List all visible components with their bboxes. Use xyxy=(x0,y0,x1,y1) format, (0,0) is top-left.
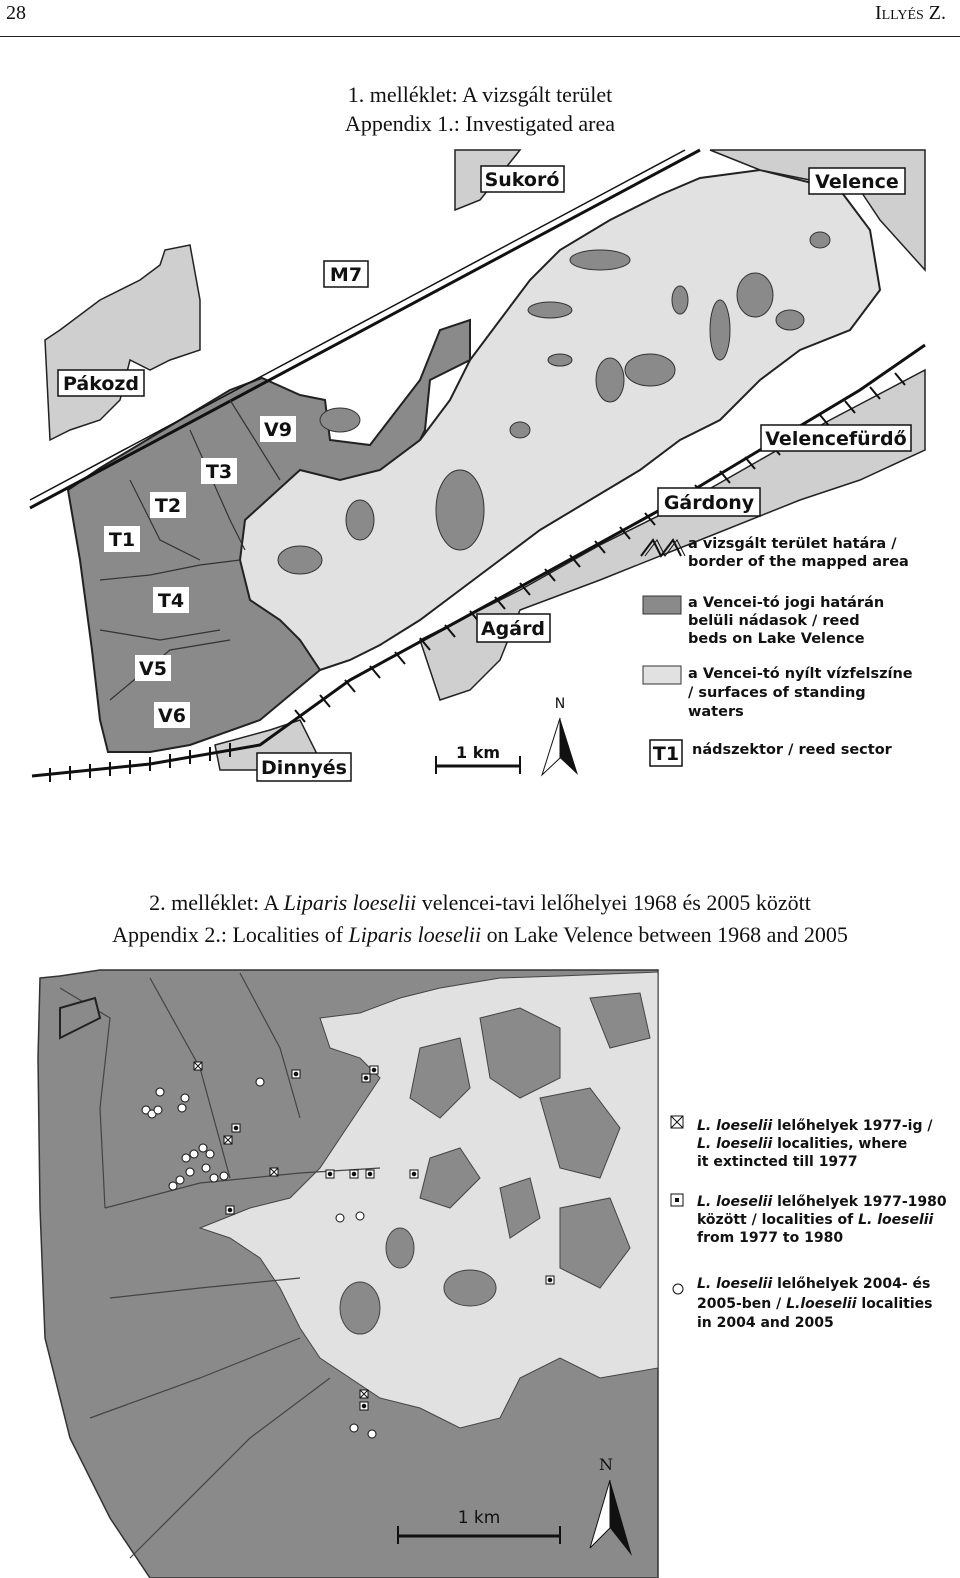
legend-extinct-icon xyxy=(671,1116,683,1128)
svg-text:border of the mapped area: border of the mapped area xyxy=(688,554,909,570)
running-head: Illyés Z. xyxy=(874,2,946,24)
map1-scale-label: 1 km xyxy=(455,743,501,762)
svg-text:N: N xyxy=(599,1455,613,1474)
sector-v5: V5 xyxy=(139,658,167,680)
svg-text:beds on Lake Velence: beds on Lake Velence xyxy=(688,631,865,647)
label-pakozd: Pákozd xyxy=(62,373,140,395)
label-gardony: Gárdony xyxy=(663,492,755,514)
label-velence: Velence xyxy=(815,171,899,193)
sector-t2: T2 xyxy=(154,495,182,517)
label-agard: Agárd xyxy=(480,618,546,640)
svg-text:nádszektor / reed sector: nádszektor / reed sector xyxy=(692,742,892,758)
svg-text:a Vencei-tó jogi határán: a Vencei-tó jogi határán xyxy=(688,595,885,611)
label-m7: M7 xyxy=(329,264,363,286)
svg-text:a vizsgált terület határa /: a vizsgált terület határa / xyxy=(688,536,897,552)
legend-water-swatch xyxy=(643,666,681,684)
svg-text:in 2004 and 2005: in 2004 and 2005 xyxy=(697,1315,834,1331)
map2-legend xyxy=(671,1116,947,1331)
svg-text:it extincted till 1977: it extincted till 1977 xyxy=(697,1154,858,1170)
map2-scale-label: 1 km xyxy=(457,1508,501,1528)
svg-text:N: N xyxy=(554,696,566,712)
map2-localities xyxy=(0,958,960,1578)
legend-2004-2005-icon xyxy=(673,1284,683,1294)
map1-scale-bar xyxy=(436,743,520,774)
legend-1977-1980-icon xyxy=(671,1194,683,1206)
appendix1-caption-hu: 1. melléklet: A vizsgált terület xyxy=(347,82,613,107)
svg-text:from 1977 to 1980: from 1977 to 1980 xyxy=(697,1230,844,1246)
sector-t4: T4 xyxy=(157,590,185,612)
sector-v9: V9 xyxy=(264,419,292,441)
sector-v6: V6 xyxy=(158,705,186,727)
sector-t3: T3 xyxy=(205,461,233,483)
label-sukoro: Sukoró xyxy=(484,169,560,191)
svg-text:L. loeselii localities, where: L. loeselii localities, where xyxy=(697,1136,908,1152)
label-dinnyes: Dinnyés xyxy=(261,757,347,779)
svg-text:L. loeselii lelőhelyek 1977-19: L. loeselii lelőhelyek 1977-1980 xyxy=(697,1194,947,1210)
sector-t1: T1 xyxy=(108,529,136,551)
appendix2-caption-en: Appendix 2.: Localities of Liparis loeselii on Lake Velence between 1968 and 2005 xyxy=(112,922,848,947)
map1-north-arrow-icon xyxy=(542,696,578,775)
svg-text:a Vencei-tó nyílt vízfelszíne: a Vencei-tó nyílt vízfelszíne xyxy=(688,666,913,682)
appendix1-caption-en: Appendix 1.: Investigated area xyxy=(344,111,615,136)
legend-sector-symbol: T1 xyxy=(652,743,680,765)
label-velencefurdo: Velencefürdő xyxy=(765,428,907,450)
svg-text:/ surfaces of standing: / surfaces of standing xyxy=(688,685,866,701)
svg-text:között / localities of L. loes: között / localities of L. loeselii xyxy=(697,1212,934,1228)
svg-text:2005-ben / L.loeselii localiti: 2005-ben / L.loeselii localities xyxy=(697,1296,933,1312)
appendix2-caption-hu: 2. melléklet: A Liparis loeselii velencei-tavi lelőhelyei 1968 és 2005 között xyxy=(149,890,811,915)
legend-reed-swatch xyxy=(643,596,681,614)
svg-text:belüli nádasok / reed: belüli nádasok / reed xyxy=(688,613,860,629)
svg-text:waters: waters xyxy=(688,704,744,720)
page-number: 28 xyxy=(6,2,26,24)
svg-text:L. loeselii lelőhelyek 1977-ig: L. loeselii lelőhelyek 1977-ig / xyxy=(697,1118,933,1134)
svg-text:L. loeselii lelőhelyek 2004- é: L. loeselii lelőhelyek 2004- és xyxy=(697,1276,931,1292)
map1-legend xyxy=(641,536,913,766)
